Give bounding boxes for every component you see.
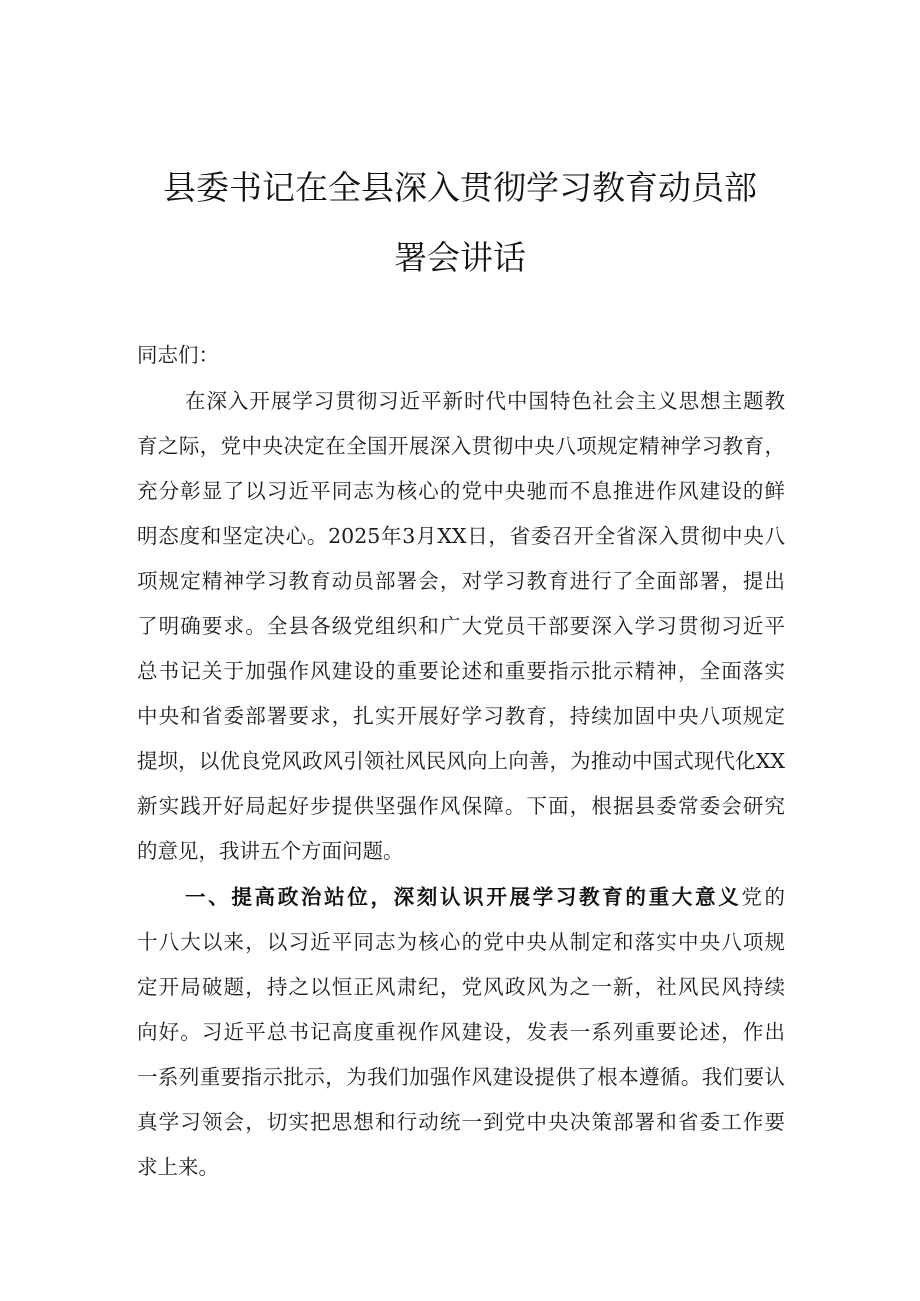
paragraph-2-line: 十八大以来，以习近平同志为核心的党中央从制定和落实中央八项规	[137, 930, 785, 954]
paragraph-1-line: 新实践开好局起好步提供坚强作风保障。下面，根据县委常委会研究	[137, 794, 785, 818]
paragraph-1-line: 中央和省委部署要求，扎实开展好学习教育，持续加固中央八项规定	[137, 704, 785, 728]
paragraph-1-line: 明态度和坚定决心。2025年3月XX日，省委召开全省深入贯彻中央八	[137, 524, 785, 548]
paragraph-1-line: 提坝，以优良党风政风引领社风民风向上向善，为推动中国式现代化XX	[137, 749, 785, 773]
paragraph-1-line: 的意见，我讲五个方面问题。	[137, 839, 404, 863]
section-1-heading: 一、提高政治站位，深刻认识开展学习教育的重大意义	[185, 885, 742, 909]
paragraph-2-line: 真学习领会，切实把思想和行动统一到党中央决策部署和省委工作要	[137, 1110, 785, 1134]
paragraph-1-line: 在深入开展学习贯彻习近平新时代中国特色社会主义思想主题教	[185, 389, 785, 413]
salutation: 同志们：	[137, 343, 219, 367]
paragraph-1-line: 总书记关于加强作风建设的重要论述和重要指示批示精神，全面落实	[137, 659, 785, 683]
paragraph-2-line: 定开局破题，持之以恒正风肃纪，党风政风为之一新，社风民风持续	[137, 975, 785, 999]
document-title-line-1: 县委书记在全县深入贯彻学习教育动员部	[163, 168, 757, 207]
document-title-line-2: 署会讲话	[394, 238, 526, 277]
paragraph-2-line: 求上来。	[137, 1155, 219, 1179]
paragraph-1-line: 育之际，党中央决定在全国开展深入贯彻中央八项规定精神学习教育，	[137, 434, 785, 458]
paragraph-2-line: 一系列重要指示批示，为我们加强作风建设提供了根本遵循。我们要认	[137, 1065, 785, 1089]
paragraph-1-line: 项规定精神学习教育动员部署会，对学习教育进行了全面部署，提出	[137, 569, 785, 593]
paragraph-1-line: 了明确要求。全县各级党组织和广大党员干部要深入学习贯彻习近平	[137, 614, 785, 638]
section-1-heading-line	[185, 880, 785, 910]
section-1-heading-tail: 党的	[741, 885, 786, 909]
paragraph-1-line: 充分彰显了以习近平同志为核心的党中央驰而不息推进作风建设的鲜	[137, 479, 785, 503]
paragraph-2-line: 向好。习近平总书记高度重视作风建设，发表一系列重要论述，作出	[137, 1020, 785, 1044]
